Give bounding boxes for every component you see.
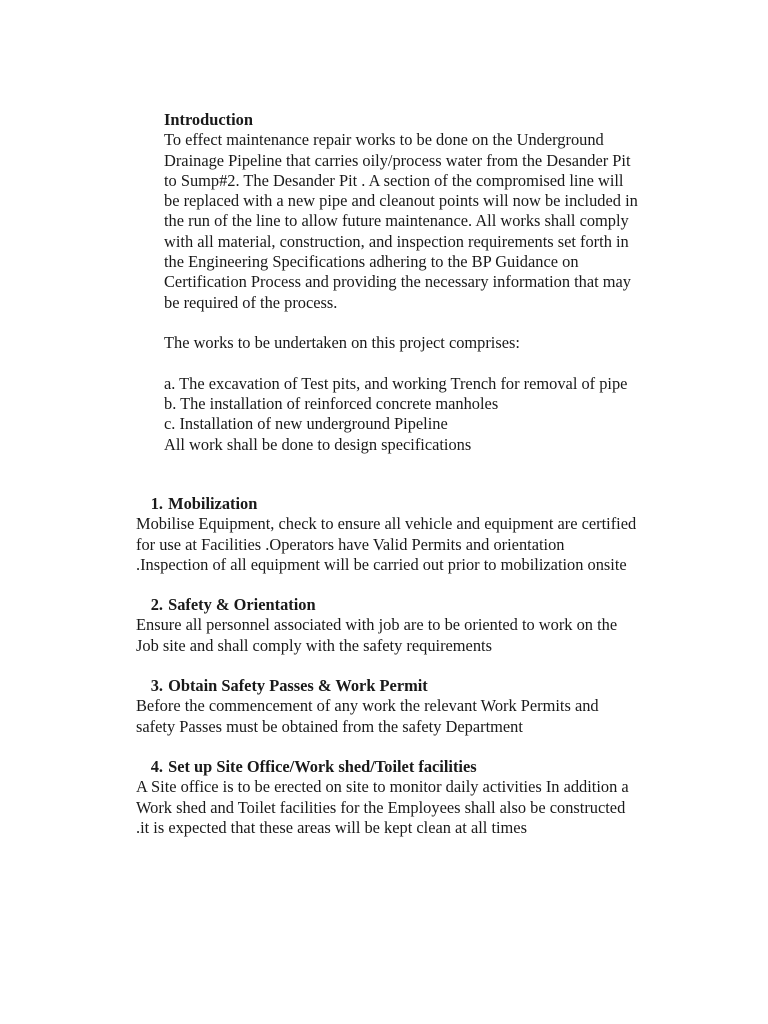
section-title: Mobilization [168, 494, 258, 513]
introduction-block [164, 110, 704, 455]
section-body [136, 696, 696, 737]
section-heading [136, 494, 696, 514]
section-number: 3. [150, 676, 163, 695]
section-line: .it is expected that these areas will be kept clean at all times [136, 817, 527, 837]
section-mobilization [136, 494, 696, 575]
introduction-heading: Introduction [164, 110, 253, 129]
section-number: 4. [150, 757, 163, 776]
section-heading [136, 676, 696, 696]
works-list-item: a. The excavation of Test pits, and working Trench for removal of pipe [164, 373, 628, 393]
paragraph-line: the run of the line to allow future maintenance. All works shall comply [164, 211, 629, 231]
paragraph-line: to Sump#2. The Desander Pit . A section of the compromised line will [164, 170, 624, 190]
paragraph-line: the Engineering Specifications adhering to the BP Guidance on [164, 252, 579, 272]
paragraph-line: Certification Process and providing the necessary information that may [164, 272, 632, 292]
section-number: 2. [150, 595, 163, 614]
section-heading [136, 595, 696, 615]
section-line: safety Passes must be obtained from the safety Department [136, 716, 523, 736]
section-heading [136, 757, 696, 777]
section-body [136, 615, 696, 656]
works-intro [164, 333, 704, 353]
works-list-item: b. The installation of reinforced concrete manholes [164, 394, 499, 414]
section-line: for use at Facilities .Operators have Valid Permits and orientation [136, 534, 565, 554]
section-body [136, 777, 696, 838]
paragraph-line: To effect maintenance repair works to be done on the Underground [164, 130, 604, 150]
paragraph-line: be replaced with a new pipe and cleanout points will now be included in [164, 191, 638, 211]
works-list-item: c. Installation of new underground Pipeline [164, 414, 448, 434]
section-line: Before the commencement of any work the relevant Work Permits and [136, 696, 599, 716]
works-list-item: All work shall be done to design specifications [164, 434, 472, 454]
section-line: Work shed and Toilet facilities for the Employees shall also be constructed [136, 797, 626, 817]
section-safety-passes [136, 676, 696, 737]
section-site-office [136, 757, 696, 838]
section-line: .Inspection of all equipment will be carried out prior to mobilization onsite [136, 554, 627, 574]
section-safety-orientation [136, 595, 696, 656]
section-body [136, 514, 696, 575]
works-intro-line: The works to be undertaken on this project comprises: [164, 333, 520, 353]
introduction-paragraph [164, 130, 704, 313]
section-title: Safety & Orientation [168, 595, 316, 614]
works-list [164, 374, 704, 455]
section-line: Job site and shall comply with the safety requirements [136, 635, 492, 655]
section-line: Mobilise Equipment, check to ensure all vehicle and equipment are certified [136, 514, 637, 534]
section-number: 1. [150, 494, 163, 513]
paragraph-line: with all material, construction, and inspection requirements set forth in [164, 231, 629, 251]
paragraph-line: be required of the process. [164, 292, 338, 312]
section-title: Obtain Safety Passes & Work Permit [168, 676, 428, 695]
section-line: A Site office is to be erected on site to monitor daily activities In addition a [136, 777, 629, 797]
section-title: Set up Site Office/Work shed/Toilet facilities [168, 757, 477, 776]
paragraph-line: Drainage Pipeline that carries oily/process water from the Desander Pit [164, 150, 631, 170]
section-line: Ensure all personnel associated with job are to be oriented to work on the [136, 615, 618, 635]
